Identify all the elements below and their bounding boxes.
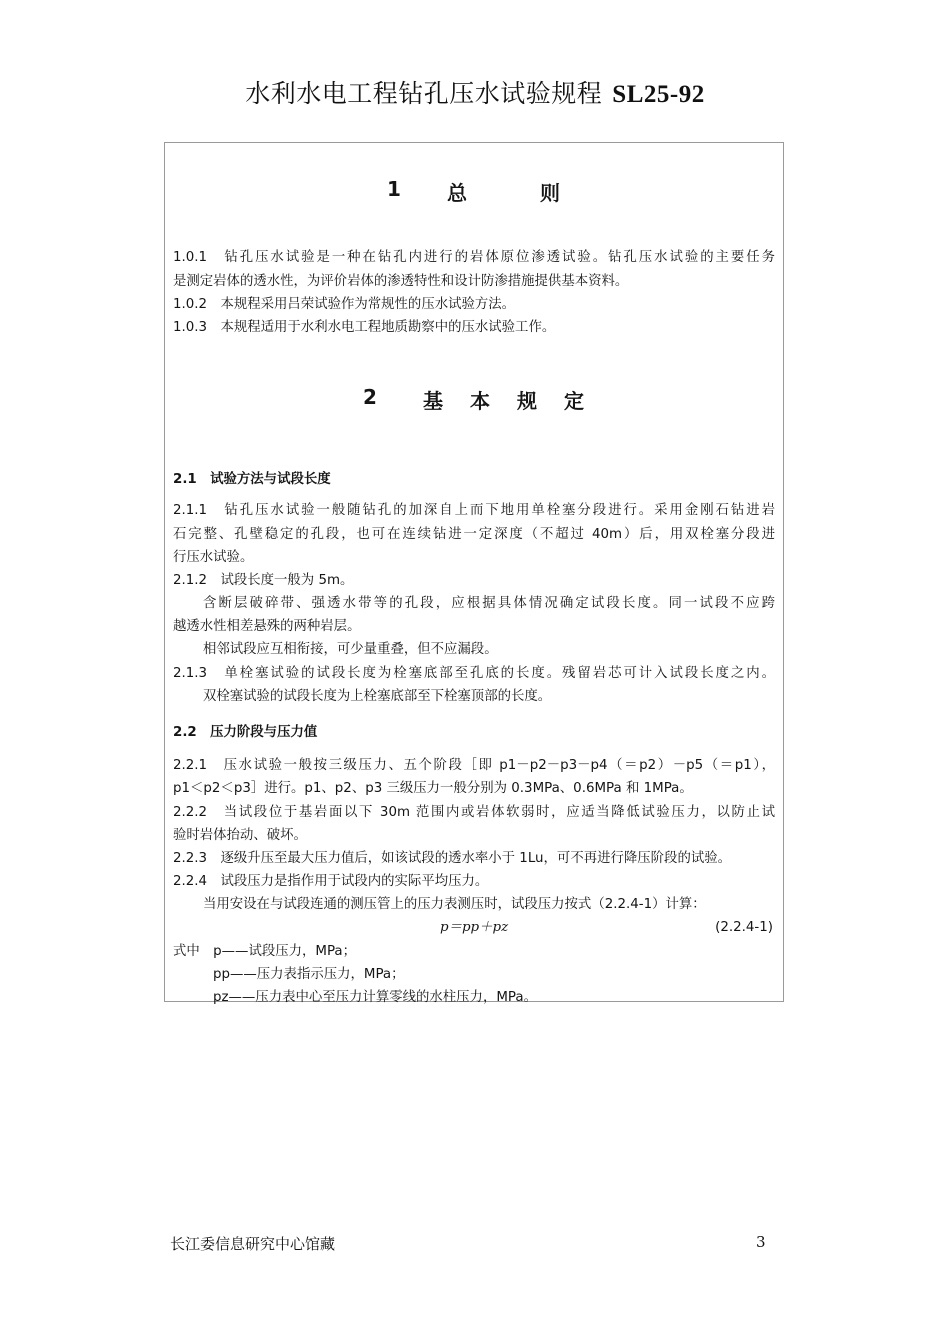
where-line: pp——压力表指示压力，MPa；: [213, 967, 405, 982]
clause-2-1-1-line: 行压水试验。: [173, 550, 254, 565]
clause-2-1-1-line: 石完整、孔壁稳定的孔段，也可在连续钻进一定深度（不超过 40m）后，用双栓塞分段进: [173, 527, 775, 542]
clause-2-2-4-line: 当用安设在与试段连通的测压管上的压力表测压时，试段压力按式（2.2.4-1）计算：: [203, 897, 706, 912]
equation-number: (2.2.4-1): [715, 920, 773, 935]
clause-1-0-2: 1.0.2 本规程采用吕荣试验作为常规性的压水试验方法。: [173, 297, 516, 312]
clause-2-1-2-line: 越透水性相差悬殊的两种岩层。: [173, 619, 361, 634]
equation: p＝pp＋pz: [440, 920, 509, 935]
section-2-1-heading: 2.1 试验方法与试段长度: [173, 472, 331, 487]
chapter-title-char: 则: [540, 181, 560, 205]
clause-2-1-1-line: 2.1.1 钻孔压水试验一般随钻孔的加深自上而下地用单栓塞分段进行。采用金刚石钻进岩: [173, 503, 775, 518]
page-number: 3: [756, 1233, 766, 1251]
clause-2-2-3: 2.2.3 逐级升压至最大压力值后，如该试段的透水率小于 1Lu，可不再进行降压阶段的试验。: [173, 851, 732, 866]
footer-source: 长江委信息研究中心馆藏: [170, 1235, 336, 1253]
clause-2-1-2-line: 2.1.2 试段长度一般为 5m。: [173, 573, 354, 588]
scanned-page: [164, 142, 784, 1005]
chapter-number: 1: [387, 177, 401, 201]
clause-2-2-1-line: p1＜p2＜p3］进行。p1、p2、p3 三级压力一般分别为 0.3MPa、0.6MPa 和 1MPa。: [173, 781, 693, 796]
where-line: 式中 p——试段压力，MPa；: [173, 944, 357, 959]
clause-2-1-3-line: 双栓塞试验的试段长度为上栓塞底部至下栓塞顶部的长度。: [203, 689, 552, 704]
clause-2-1-2-line: 相邻试段应互相衔接，可少量重叠，但不应漏段。: [203, 642, 498, 657]
clause-2-2-1-line: 2.2.1 压水试验一般按三级压力、五个阶段［即 p1－p2－p3－p4（＝p2）－p5（＝p1），: [173, 758, 775, 773]
clause-2-1-3-line: 2.1.3 单栓塞试验的试段长度为栓塞底部至孔底的长度。残留岩芯可计入试段长度之内。: [173, 666, 775, 681]
clause-1-0-1-line: 1.0.1 钻孔压水试验是一种在钻孔内进行的岩体原位渗透试验。钻孔压水试验的主要任务: [173, 250, 775, 265]
where-line: pz——压力表中心至压力计算零线的水柱压力，MPa。: [213, 990, 537, 1005]
clause-2-2-2-line: 验时岩体抬动、破坏。: [173, 828, 307, 843]
document-title: 水利水电工程钻孔压水试验规程: [245, 79, 603, 108]
clause-2-1-2-line: 含断层破碎带、强透水带等的孔段，应根据具体情况确定试段长度。同一试段不应跨: [203, 596, 775, 611]
page-header: [0, 74, 950, 110]
chapter-title-char: 规: [517, 389, 537, 413]
clause-2-2-4-line: 2.2.4 试段压力是指作用于试段内的实际平均压力。: [173, 874, 489, 889]
chapter-title-char: 基: [423, 389, 443, 413]
clause-1-0-3: 1.0.3 本规程适用于水利水电工程地质勘察中的压水试验工作。: [173, 320, 556, 335]
standard-code: SL25-92: [612, 81, 705, 108]
chapter-title-char: 总: [447, 181, 467, 205]
section-2-2-heading: 2.2 压力阶段与压力值: [173, 725, 318, 740]
clause-1-0-1-line: 是测定岩体的透水性，为评价岩体的渗透特性和设计防渗措施提供基本资料。: [173, 274, 629, 289]
chapter-number: 2: [363, 385, 377, 409]
chapter-title-char: 定: [564, 389, 584, 413]
chapter-title-char: 本: [470, 389, 490, 413]
clause-2-2-2-line: 2.2.2 当试段位于基岩面以下 30m 范围内或岩体软弱时，应适当降低试验压力，以防止试: [173, 805, 775, 820]
